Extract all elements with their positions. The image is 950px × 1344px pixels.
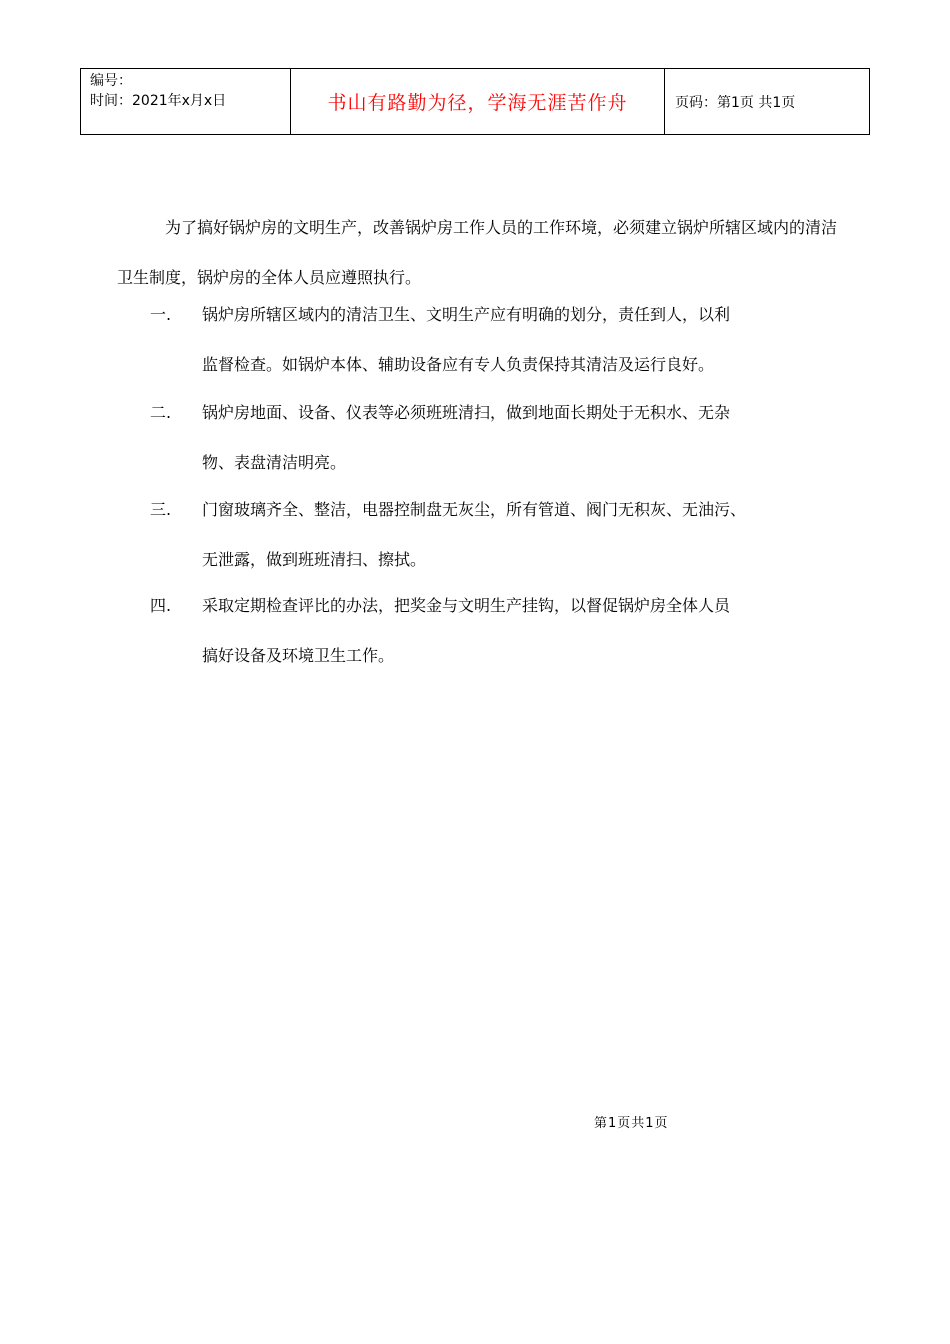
intro-paragraph: 为了搞好锅炉房的文明生产，改善锅炉房工作人员的工作环境，必须建立锅炉所辖区域内的清洁卫生制度，锅炉房的全体人员应遵照执行。 bbox=[117, 218, 838, 287]
page-footer: 第1页共1页 bbox=[594, 1116, 669, 1131]
motto-text: 书山有路勤为径，学海无涯苦作舟 bbox=[327, 92, 628, 114]
item-text-line2: 搞好设备及环境卫生工作。 bbox=[202, 646, 395, 665]
document-header bbox=[80, 68, 870, 135]
item-text-line2: 监督检查。如锅炉本体、辅助设备应有专人负责保持其清洁及运行良好。 bbox=[202, 355, 715, 374]
item-number: 二. bbox=[150, 403, 172, 422]
item-number: 一. bbox=[150, 305, 172, 324]
header-motto-cell bbox=[291, 69, 665, 135]
item-text-line1: 锅炉房地面、设备、仪表等必须班班清扫，做到地面长期处于无积水、无杂 bbox=[202, 403, 731, 422]
item-text-line2: 无泄露，做到班班清扫、擦拭。 bbox=[202, 550, 427, 569]
number-label: 编号： bbox=[90, 73, 132, 89]
list-item bbox=[150, 581, 850, 681]
item-text-line1: 采取定期检查评比的办法，把奖金与文明生产挂钩，以督促锅炉房全体人员 bbox=[202, 596, 731, 615]
item-text-line2: 物、表盘清洁明亮。 bbox=[202, 453, 347, 472]
item-number: 四. bbox=[150, 596, 172, 615]
header-page-cell bbox=[665, 69, 870, 135]
header-meta-cell bbox=[81, 69, 291, 135]
list-item bbox=[150, 290, 850, 390]
list-item bbox=[150, 485, 850, 585]
page-code: 页码：第1页 共1页 bbox=[675, 94, 796, 111]
list-item bbox=[150, 388, 850, 488]
time-label: 时间：2021年x月x日 bbox=[90, 93, 227, 109]
item-text-line1: 门窗玻璃齐全、整洁，电器控制盘无灰尘，所有管道、阀门无积灰、无油污、 bbox=[202, 500, 747, 519]
item-text-line1: 锅炉房所辖区域内的清洁卫生、文明生产应有明确的划分，责任到人，以利 bbox=[202, 305, 731, 324]
item-number: 三. bbox=[150, 500, 172, 519]
